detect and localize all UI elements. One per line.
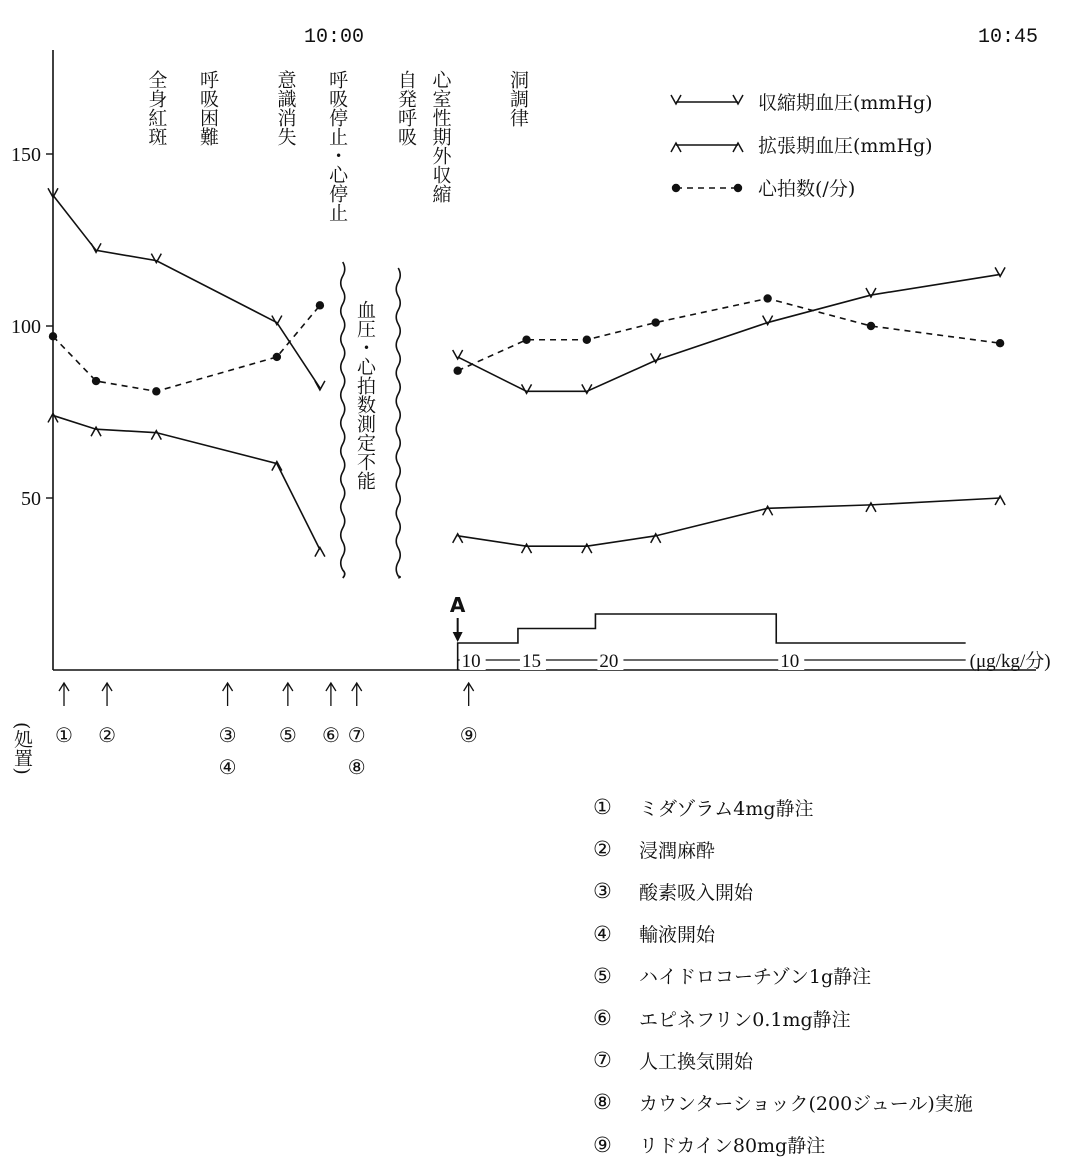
- series-line-3: [458, 298, 1000, 370]
- note-item: [593, 997, 973, 1039]
- note-text: カウンターショック(200ジュール)実施: [639, 1092, 973, 1115]
- treatment-number: ⑥: [321, 723, 340, 747]
- legend-marker: [734, 184, 742, 192]
- gap-label: 血圧・心拍数測定不能: [354, 300, 376, 490]
- treatment-number: ⑧: [347, 755, 366, 779]
- event-label: 心室性期外収縮: [429, 70, 452, 203]
- event-label: 意識消失: [274, 70, 297, 146]
- event-label: 自発呼吸: [395, 70, 418, 146]
- note-item: [593, 955, 973, 997]
- dose-label: 15: [521, 651, 541, 672]
- note-text: 輸液開始: [639, 924, 716, 947]
- treatment-number: ②: [98, 723, 117, 747]
- note-item: [593, 1081, 973, 1123]
- legend-label: 収縮期血圧(mmHg): [758, 92, 933, 114]
- note-item: [593, 1124, 973, 1166]
- treatment-number: ⑦: [347, 723, 366, 747]
- note-item: [593, 870, 973, 912]
- heart-rate-point: [763, 294, 771, 302]
- note-text: 人工換気開始: [639, 1050, 754, 1073]
- note-number: ④: [593, 921, 612, 946]
- note-number: ⑤: [593, 963, 612, 988]
- treatment-number: ⑨: [459, 723, 478, 747]
- diastolic-point: [453, 534, 463, 543]
- legend-label: 拡張期血圧(mmHg): [758, 135, 933, 157]
- note-item: [593, 913, 973, 955]
- heart-rate-point: [273, 353, 281, 361]
- legend-label: 心拍数(/分): [758, 178, 856, 200]
- dose-unit: (μg/kg/分): [969, 651, 1051, 672]
- heart-rate-point: [867, 322, 875, 330]
- y-tick-label: 150: [11, 144, 41, 166]
- time-label-end: 10:45: [977, 26, 1039, 49]
- time-label-start: 10:00: [303, 26, 365, 49]
- systolic-point: [315, 381, 325, 390]
- note-number: ⑨: [593, 1132, 612, 1157]
- treatment-number: ③: [218, 723, 237, 747]
- heart-rate-point: [652, 318, 660, 326]
- heart-rate-point: [152, 387, 160, 395]
- event-label: 呼吸困難: [196, 70, 219, 146]
- diastolic-point: [315, 548, 325, 557]
- y-tick-label: 100: [11, 316, 41, 338]
- heart-rate-point: [996, 339, 1004, 347]
- series-line-2: [53, 415, 320, 549]
- gap-wavy-line-left: [341, 262, 345, 578]
- treatment-notes-list: [593, 786, 973, 1166]
- y-tick-label: 50: [21, 488, 41, 510]
- infusion-marker-label: A: [449, 593, 466, 617]
- note-text: ミダゾラム4mg静注: [639, 797, 814, 820]
- note-item: [593, 786, 973, 828]
- note-number: ⑦: [593, 1048, 612, 1073]
- systolic-point: [453, 350, 463, 359]
- legend-marker: [672, 184, 680, 192]
- dose-label: 10: [780, 651, 800, 672]
- heart-rate-point: [522, 336, 530, 344]
- note-text: エピネフリン0.1mg静注: [639, 1008, 851, 1031]
- heart-rate-point: [453, 367, 461, 375]
- note-text: 酸素吸入開始: [639, 881, 754, 904]
- heart-rate-point: [92, 377, 100, 385]
- systolic-point: [151, 254, 161, 263]
- dose-label: 20: [599, 651, 619, 672]
- heart-rate-point: [316, 301, 324, 309]
- note-number: ②: [593, 837, 612, 862]
- treatment-number: ⑤: [278, 723, 297, 747]
- event-label: 全身紅斑: [145, 70, 168, 146]
- note-text: ハイドロコーチゾン1g静注: [639, 966, 872, 989]
- note-item: [593, 828, 973, 870]
- event-label: 洞調律: [506, 70, 529, 127]
- event-label: 呼吸停止・心停止: [326, 70, 349, 222]
- gap-wavy-line-right: [396, 268, 400, 578]
- note-number: ③: [593, 879, 612, 904]
- note-text: リドカイン80mg静注: [639, 1135, 826, 1158]
- note-number: ⑧: [593, 1090, 612, 1115]
- diastolic-point: [995, 496, 1005, 505]
- infusion-marker-arrowhead: [453, 632, 463, 642]
- treatment-number: ①: [55, 723, 73, 747]
- note-number: ⑥: [593, 1006, 612, 1031]
- heart-rate-point: [49, 332, 57, 340]
- note-item: [593, 1039, 973, 1081]
- treatment-number: ④: [218, 755, 237, 779]
- note-text: 浸潤麻酔: [639, 839, 716, 862]
- note-number: ①: [593, 795, 612, 820]
- treatment-axis-label: (処置): [11, 722, 33, 775]
- dose-label: 10: [461, 651, 481, 672]
- systolic-point: [651, 353, 661, 362]
- heart-rate-point: [583, 336, 591, 344]
- series-line-2: [458, 498, 1000, 546]
